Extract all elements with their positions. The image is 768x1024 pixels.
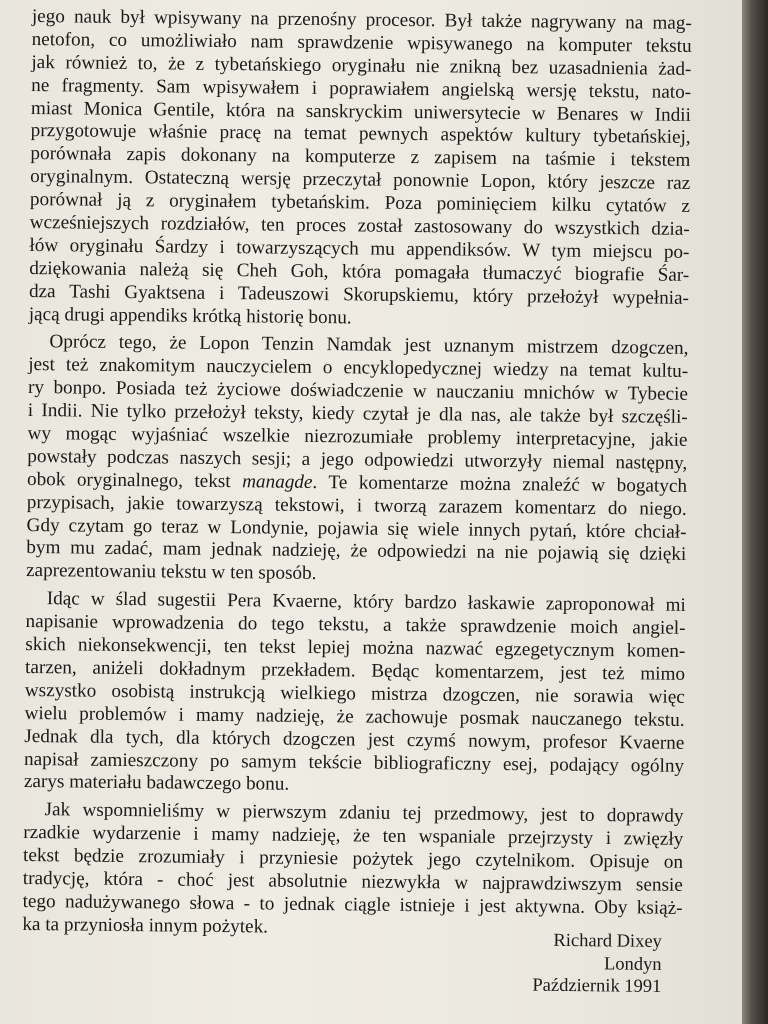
text-line: porównała zapis dokonany na komputerze z zapisem na taśmie i tekstem <box>30 143 691 172</box>
text-line: jego nauk był wpisywany na przenośny procesor. Był także nagrywany na mag- <box>31 6 692 34</box>
text-line: bym mu zadać, mam jednak nadzieję, że odpowiedzi na nie pojawią się dzięki <box>26 537 687 566</box>
text-line: Gdy czytam go teraz w Londynie, pojawia się wiele innych pytań, które chciał- <box>26 514 687 543</box>
text-line: rzadkie wydarzenie i mamy nadzieję, że ten wspaniale przejrzysty i zwięzły <box>23 822 684 851</box>
text-line: tekst będzie zrozumiały i przyniesie pożytek jego czytelnikom. Opisuje on <box>22 845 684 873</box>
text-line: Jak wspomnieliśmy w pierwszym zdaniu tej przedmowy, jest to doprawdy <box>44 799 684 828</box>
text-line: tego nadużywanego słowa - to jednak ciągle istnieje i jest aktywna. Oby książ- <box>22 890 683 919</box>
text-line: tarzen, aniżeli dokładnym przekładem. Będąc komentarzem, jest też mimo <box>24 656 686 685</box>
signature-name: Richard Dixey <box>553 930 662 952</box>
text-line: jak również to, że z tybetańskiego oryginału nie znikną bez uzasadnienia żad- <box>31 51 692 80</box>
paragraph <box>29 6 692 333</box>
text-line: skich niekonsekwencji, ten tekst lepiej można nazwać egzegetycznym komen- <box>25 634 686 662</box>
text-line: jącą drugi appendiks krótką historię bonu. <box>28 303 352 328</box>
text-line: i Indii. Nie tylko przełożył teksty, kiedy czytał je dla nas, ale także był szczęśli- <box>27 400 688 429</box>
text-line: porównał ją z oryginałem tybetańskim. Poza pominięciem kilku cytatów z <box>29 189 691 218</box>
text-line: napisanie wprowadzenia do tego tekstu, a także sprawdzenie moich angiel- <box>25 611 686 640</box>
signature-date: Październik 1991 <box>532 975 662 997</box>
text-line: miast Monica Gentile, która na sanskryckim uniwersytecie w Benares w Indii <box>30 97 692 126</box>
text-line: łów oryginału Śardzy i towarzyszących mu appendiksów. W tym miejscu po- <box>29 234 690 263</box>
page-edge-shadow <box>742 0 768 1024</box>
text-line: Oprócz tego, że Lopon Tenzin Namdak jest uznanym mistrzem dzogczen, <box>49 331 689 360</box>
text-line: wszystko osobistą instrukcją wielkiego mistrza dzogczen, nie sorawia więc <box>24 679 685 708</box>
paragraph <box>24 588 686 801</box>
text-line: powstały podczas naszych sesji; a jego odpowiedzi utworzyły niemal następny, <box>27 445 688 474</box>
text-line: napisał zamieszczony po samym tekście bibliograficzny esej, podający ogólny <box>24 748 685 777</box>
text-line: netofon, co umożliwiało nam sprawdzenie wpisywanego na komputer tekstu <box>31 28 692 57</box>
text-line: ka ta przyniosła innym pożytek. <box>22 913 269 938</box>
text-line: zaprezentowaniu tekstu w ten sposób. <box>25 560 317 585</box>
body-text <box>22 6 692 943</box>
text-line: przypisach, jakie towarzyszą tekstowi, i tworzą zarazem komentarz do niego. <box>26 491 687 520</box>
text-line: wcześniejszych rozdziałów, ten proces został zastosowany do wszystkich dzia- <box>29 212 690 240</box>
text-line: ry bonpo. Posiada też życiowe doświadczenie w nauczaniu mnichów w Tybecie <box>27 377 689 406</box>
signature-block <box>532 930 662 999</box>
text-line: dza Tashi Gyaktsena i Tadeuszowi Skorupskiemu, który przełożył wypełnia- <box>28 280 690 309</box>
text-line: przygotowuje właśnie pracę na temat pewnych aspektów kultury tybetańskiej, <box>30 120 691 149</box>
text-line: wy mogąc wyjaśniać wszelkie niezrozumiałe problemy interpretacyjne, jakie <box>27 423 688 451</box>
text-line: ne fragmenty. Sam wpisywałem i poprawiałem angielską wersję tekstu, nato- <box>31 74 692 103</box>
paragraph <box>26 331 689 590</box>
paragraph <box>22 799 683 943</box>
text-line: Idąc w ślad sugestii Pera Kvaerne, który bardzo łaskawie zaproponował mi <box>46 588 686 617</box>
text-line: tradycję, która - choć jest absolutnie niezwykła w najprawdziwszym sensie <box>22 867 683 896</box>
signature-place: Londyn <box>603 953 662 975</box>
text-line: zarys materiału badawczego bonu. <box>23 771 290 796</box>
text-line: oryginalnym. Ostateczną wersję przeczytał ponownie Lopon, który jeszcze raz <box>30 166 691 195</box>
text-line: wielu problemów i mamy nadzieję, że zachowuje posmak nauczanego tekstu. <box>24 702 685 731</box>
text-line: obok oryginalnego, tekst managde. Te komentarze można znaleźć w bogatych <box>26 468 688 497</box>
text-line: jest też znakomitym nauczycielem o encyklopedycznej wiedzy na temat kultu- <box>28 354 689 383</box>
text-line: Jednak dla tych, dla których dzogczen jest czymś nowym, profesor Kvaerne <box>24 725 685 754</box>
text-line: dziękowania należą się Cheh Goh, która pomagała tłumaczyć biografie Śar- <box>29 257 690 286</box>
